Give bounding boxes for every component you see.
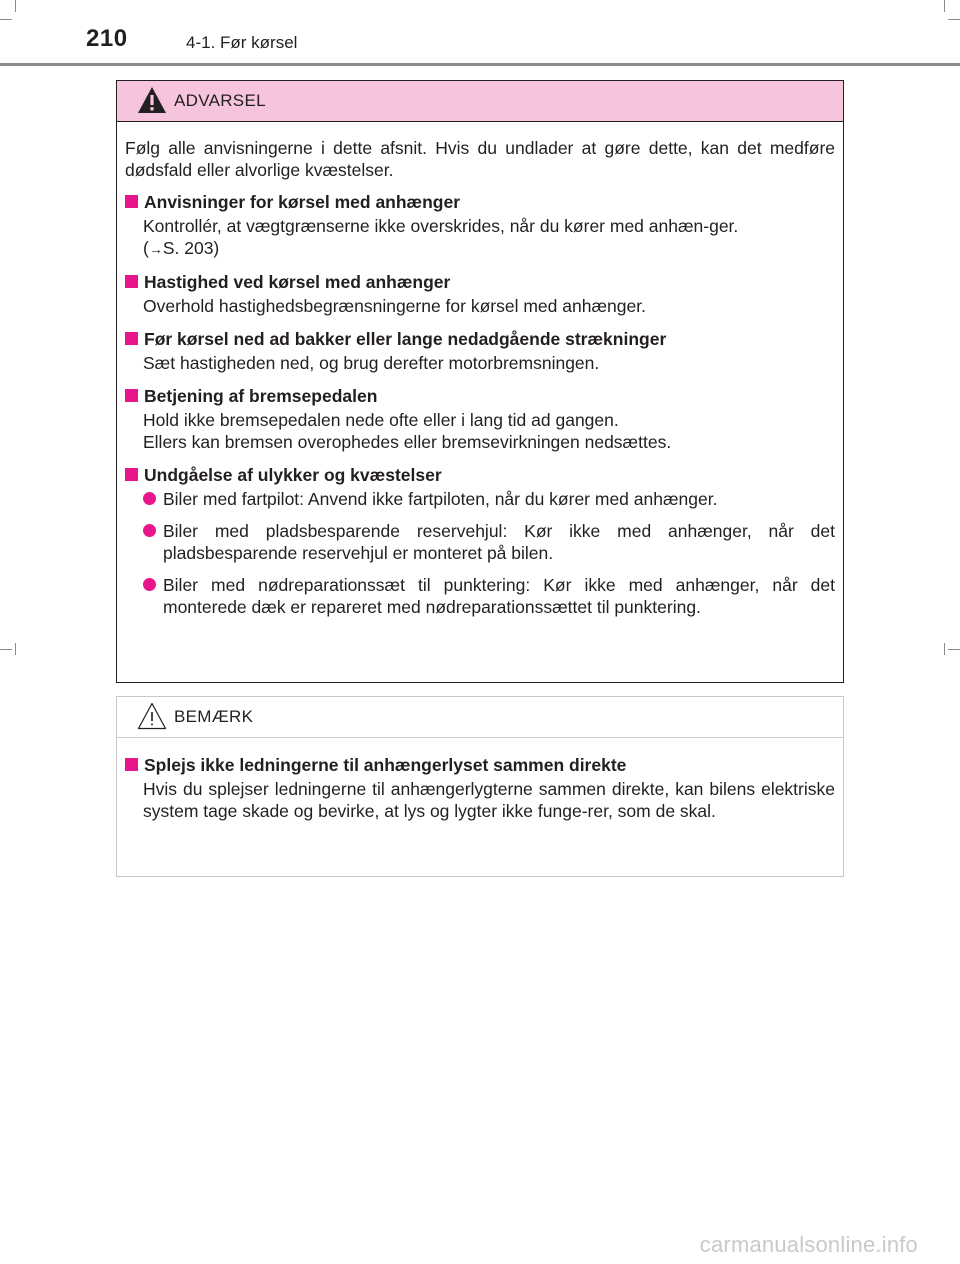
crop-mark bbox=[0, 649, 12, 650]
item-heading: Betjening af bremsepedalen bbox=[144, 386, 378, 406]
circle-bullet-icon bbox=[143, 524, 156, 537]
circle-bullet-icon bbox=[143, 578, 156, 591]
crop-mark bbox=[948, 649, 960, 650]
item-text: Kontrollér, at vægtgrænserne ikke overskrides, når du kører med anhæn-ger. bbox=[143, 216, 739, 236]
note-title: BEMÆRK bbox=[174, 707, 254, 726]
page-number: 210 bbox=[86, 25, 128, 52]
warning-item bbox=[125, 385, 835, 453]
item-text: Overhold hastighedsbegrænsningerne for kørsel med anhænger. bbox=[143, 296, 646, 316]
watermark: carmanualsonline.info bbox=[699, 1232, 918, 1257]
warning-item bbox=[125, 464, 835, 618]
item-text: Sæt hastigheden ned, og brug derefter motorbremsningen. bbox=[143, 353, 600, 373]
section-title: 4-1. Før kørsel bbox=[186, 33, 298, 52]
warning-title: ADVARSEL bbox=[174, 91, 266, 110]
list-item: Biler med nødreparationssæt til punktering: Kør ikke med anhænger, når det monterede dæk er repareret med nødreparationssættet til punktering. bbox=[125, 574, 835, 618]
list-item: Biler med pladsbesparende reservehjul: Kør ikke med anhænger, når det pladsbesparende reservehjul er monteret på bilen. bbox=[125, 520, 835, 564]
warning-body bbox=[117, 122, 843, 618]
item-text: Hvis du splejser ledningerne til anhængerlygterne sammen direkte, kan bilens elektriske system tage skade og bevirke, at lys og lygter ikke funge-rer, som de skal. bbox=[143, 779, 835, 821]
item-text: Ellers kan bremsen overophedes eller bremsevirkningen nedsættes. bbox=[143, 432, 672, 452]
crop-mark bbox=[15, 643, 16, 655]
warning-item bbox=[125, 191, 835, 260]
warning-box bbox=[116, 80, 844, 683]
page-reference[interactable]: (→S. 203) bbox=[143, 238, 220, 258]
square-bullet-icon bbox=[125, 195, 138, 208]
arrow-right-icon: → bbox=[148, 241, 163, 257]
square-bullet-icon bbox=[125, 332, 138, 345]
warning-item bbox=[125, 271, 835, 317]
crop-mark bbox=[944, 643, 945, 655]
item-heading: Splejs ikke ledningerne til anhængerlyset sammen direkte bbox=[144, 755, 627, 775]
item-heading: Før kørsel ned ad bakker eller lange nedadgående strækninger bbox=[144, 329, 667, 349]
item-heading: Anvisninger for kørsel med anhænger bbox=[144, 192, 461, 212]
note-header bbox=[117, 697, 843, 738]
list-item: Biler med fartpilot: Anvend ikke fartpiloten, når du kører med anhænger. bbox=[125, 488, 835, 510]
item-text: Hold ikke bremsepedalen nede ofte eller i lang tid ad gangen. bbox=[143, 410, 619, 430]
note-box bbox=[116, 696, 844, 877]
warning-item bbox=[125, 328, 835, 374]
square-bullet-icon bbox=[125, 275, 138, 288]
warning-intro: Følg alle anvisningerne i dette afsnit. Hvis du undlader at gøre dette, kan det medføre dødsfald eller alvorlige kvæstelser. bbox=[125, 138, 835, 180]
circle-bullet-icon bbox=[143, 492, 156, 505]
note-item bbox=[125, 754, 835, 822]
warning-header bbox=[117, 81, 843, 122]
square-bullet-icon bbox=[125, 389, 138, 402]
page-header bbox=[0, 0, 960, 66]
note-body bbox=[117, 738, 843, 822]
item-heading: Hastighed ved kørsel med anhænger bbox=[144, 272, 451, 292]
header-rule bbox=[0, 63, 960, 66]
warning-filled-triangle-icon bbox=[137, 85, 167, 115]
square-bullet-icon bbox=[125, 468, 138, 481]
caution-outline-triangle-icon bbox=[137, 701, 167, 731]
item-heading: Undgåelse af ulykker og kvæstelser bbox=[144, 465, 442, 485]
square-bullet-icon bbox=[125, 758, 138, 771]
